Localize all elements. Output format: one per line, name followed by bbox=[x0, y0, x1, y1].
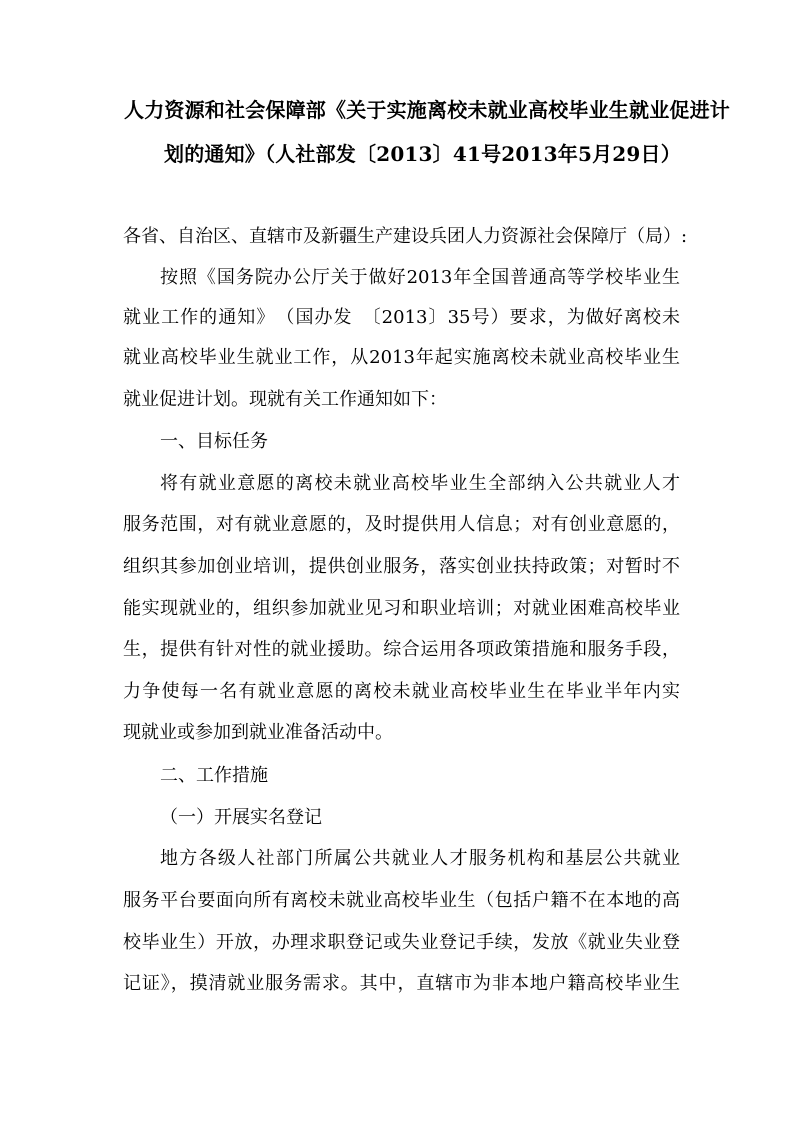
body-line: 力争使每一名有就业意愿的离校未就业高校毕业生在毕业半年内实 bbox=[123, 681, 680, 702]
body-line: 现就业或参加到就业准备活动中。 bbox=[123, 722, 393, 743]
body-line: 能实现就业的，组织参加就业见习和职业培训；对就业困难高校毕业 bbox=[123, 598, 680, 619]
body-line: 就业工作的通知》 （国办发 〔2013〕35号）要求，为做好离校未 bbox=[123, 307, 680, 328]
body-line: 服务平台要面向所有离校未就业高校毕业生（包括户籍不在本地的高 bbox=[123, 890, 680, 911]
subsection-heading: （一）开展实名登记 bbox=[160, 807, 322, 828]
body-line: 服务范围，对有就业意愿的，及时提供用人信息；对有创业意愿的， bbox=[123, 514, 680, 535]
section-heading: 一、目标任务 bbox=[160, 431, 268, 452]
body-line: 组织其参加创业培训，提供创业服务，落实创业扶持政策；对暂时不 bbox=[123, 556, 680, 577]
document-title-line-2: 划的通知》（人社部发〔2013〕41号2013年5月29日） bbox=[164, 142, 681, 166]
section-heading: 二、工作措施 bbox=[160, 765, 268, 786]
body-line: 地方各级人社部门所属公共就业人才服务机构和基层公共就业 bbox=[160, 848, 680, 869]
body-line: 将有就业意愿的离校未就业高校毕业生全部纳入公共就业人才 bbox=[160, 473, 680, 494]
body-line: 按照《国务院办公厅关于做好2013年全国普通高等学校毕业生 bbox=[160, 267, 680, 288]
body-line: 就业高校毕业生就业工作，从2013年起实施离校未就业高校毕业生 bbox=[123, 347, 680, 368]
body-line: 记证》，摸清就业服务需求。其中，直辖市为非本地户籍高校毕业生 bbox=[123, 973, 680, 994]
document-title-line-1: 人力资源和社会保障部《关于实施离校未就业高校毕业生就业促进计 bbox=[124, 98, 730, 122]
salutation: 各省、自治区、直辖市及新疆生产建设兵团人力资源社会保障厅（局）: bbox=[123, 226, 688, 247]
body-line: 就业促进计划。现就有关工作通知如下： bbox=[123, 389, 447, 410]
body-line: 生，提供有针对性的就业援助。综合运用各项政策措施和服务手段， bbox=[123, 639, 680, 660]
body-line: 校毕业生）开放，办理求职登记或失业登记手续，发放《就业失业登 bbox=[123, 932, 680, 953]
